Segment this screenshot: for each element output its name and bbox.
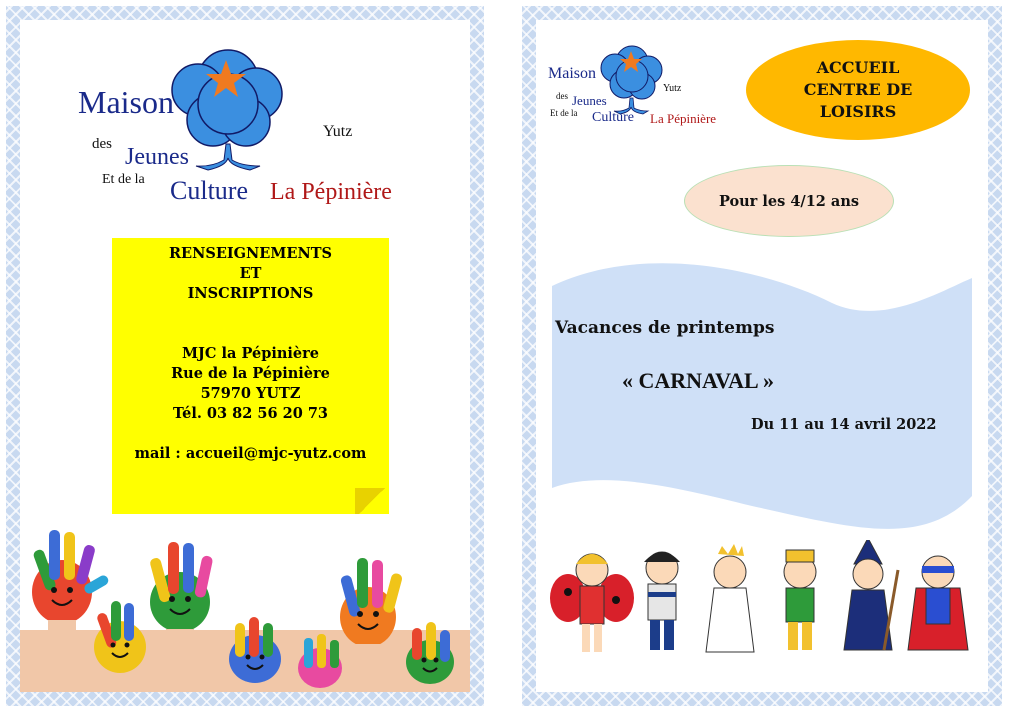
accueil-line-2: CENTRE DE <box>803 80 913 99</box>
note-fold <box>355 488 389 514</box>
logo-jeunes: Jeunes <box>572 93 607 108</box>
vacances-title: Vacances de printemps <box>555 318 775 338</box>
carnaval-title: « CARNAVAL » <box>622 368 775 393</box>
left-page <box>6 6 484 706</box>
accueil-bubble <box>746 40 970 140</box>
accueil-line-3: LOISIRS <box>819 102 897 121</box>
costumed-kids-image <box>550 540 980 665</box>
logo-etdela: Et de la <box>550 108 578 118</box>
address-line-4: Tél. 03 82 56 20 73 <box>172 405 329 422</box>
address-line-3: 57970 YUTZ <box>200 385 301 402</box>
logo-des: des <box>92 136 112 152</box>
contact-note <box>112 238 389 514</box>
address-line-1: MJC la Pépinière <box>182 345 319 362</box>
logo-des: des <box>556 91 568 101</box>
contact-title-line-3: INSCRIPTIONS <box>187 285 314 302</box>
contact-title-line-2: ET <box>239 265 262 282</box>
right-page-content <box>536 20 988 692</box>
logo-maison: Maison <box>78 84 174 120</box>
right-page <box>522 6 1002 706</box>
logo-yutz: Yutz <box>323 123 353 140</box>
logo-pepiniere: La Pépinière <box>270 179 392 205</box>
accueil-line-1: ACCUEIL <box>816 58 900 77</box>
logo-yutz: Yutz <box>663 83 682 94</box>
logo-jeunes: Jeunes <box>125 144 189 170</box>
age-text: Pour les 4/12 ans <box>718 192 860 210</box>
painted-hands-image <box>20 512 470 692</box>
mjc-logo <box>78 32 418 207</box>
age-bubble <box>684 165 894 237</box>
logo-pepiniere: La Pépinière <box>650 111 717 126</box>
address-line-2: Rue de la Pépinière <box>171 365 330 382</box>
left-page-content <box>20 20 470 692</box>
logo-culture: Culture <box>170 176 248 205</box>
logo-etdela: Et de la <box>102 172 145 187</box>
logo-culture: Culture <box>592 110 634 125</box>
contact-title-line-1: RENSEIGNEMENTS <box>169 245 332 262</box>
dates-text: Du 11 au 14 avril 2022 <box>751 416 937 433</box>
logo-maison: Maison <box>548 65 596 82</box>
mail-line: mail : accueil@mjc-yutz.com <box>134 445 367 462</box>
mjc-logo-small <box>548 36 738 136</box>
